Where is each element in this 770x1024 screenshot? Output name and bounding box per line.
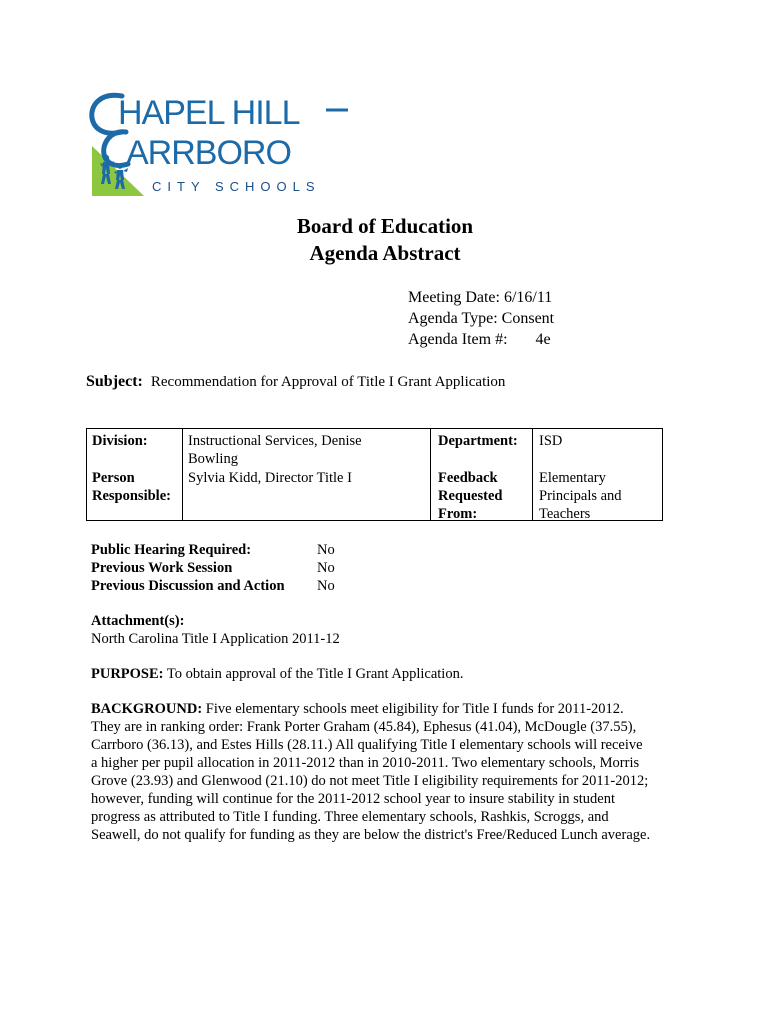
work-session-value: No xyxy=(317,560,335,576)
district-logo xyxy=(86,88,356,196)
background-line: Grove (23.93) and Glenwood (21.10) do not meet Title I eligibility requirements for 2011-2012; xyxy=(91,773,649,789)
table-divider xyxy=(532,429,533,520)
feedback-label-line2: Requested xyxy=(438,488,503,504)
background-label: BACKGROUND: xyxy=(91,701,203,717)
department-value: ISD xyxy=(539,433,563,449)
feedback-value-line1: Elementary xyxy=(539,470,606,486)
attachments-label: Attachment(s): xyxy=(91,613,185,629)
feedback-label-line1: Feedback xyxy=(438,470,498,486)
logo-line3: CITY SCHOOLS xyxy=(152,179,321,194)
division-value-line1: Instructional Services, Denise xyxy=(188,433,362,449)
feedback-value-line2: Principals and xyxy=(539,488,622,504)
agenda-item xyxy=(408,329,551,350)
subject-value: Recommendation for Approval of Title I Grant Application xyxy=(150,374,506,390)
agenda-item-label: Agenda Item #: xyxy=(408,331,508,348)
logo-graphic xyxy=(86,88,356,196)
document-title: Board of Education xyxy=(296,214,474,238)
logo-line2: ARRBORO xyxy=(126,134,291,172)
attachments-value: North Carolina Title I Application 2011-12 xyxy=(91,631,340,647)
person-value: Sylvia Kidd, Director Title I xyxy=(188,470,352,486)
background-line: Carrboro (36.13), and Estes Hills (28.11.) All qualifying Title I elementary schools will receive xyxy=(91,737,643,753)
division-value-line2: Bowling xyxy=(188,451,238,467)
logo-line1: HAPEL HILL xyxy=(118,94,300,132)
document-subtitle: Agenda Abstract xyxy=(309,241,461,265)
background-line: however, funding will continue for the 2011-2012 school year to insure stability in student xyxy=(91,791,616,807)
purpose-label: PURPOSE: xyxy=(91,666,164,682)
subject-line xyxy=(86,372,505,392)
background-paragraph xyxy=(91,700,681,844)
department-label: Department: xyxy=(438,433,518,449)
logo-letter-c-bottom xyxy=(104,132,128,166)
background-text: Five elementary schools meet eligibility for Title I funds for 2011-2012. xyxy=(202,701,624,717)
table-divider xyxy=(182,429,183,520)
background-line: They are in ranking order: Frank Porter Graham (45.84), Ephesus (41.04), McDougle (37.55), xyxy=(91,719,637,735)
background-line xyxy=(91,700,681,718)
background-line: Seawell, do not qualify for funding as they are below the district's Free/Reduced Lunch average. xyxy=(91,827,651,843)
discussion-action-value: No xyxy=(317,578,335,594)
feedback-value-line3: Teachers xyxy=(539,506,591,522)
meeting-date: Meeting Date: 6/16/11 xyxy=(408,289,553,306)
table-divider xyxy=(430,429,431,520)
background-line: progress as attributed to Title I funding. Three elementary schools, Rashkis, Scroggs, and xyxy=(91,809,609,825)
feedback-label-line3: From: xyxy=(438,506,478,522)
agenda-item-value: 4e xyxy=(535,331,551,348)
person-label-line2: Responsible: xyxy=(92,488,171,504)
agenda-type: Agenda Type: Consent xyxy=(408,310,555,327)
work-session-label: Previous Work Session xyxy=(91,560,233,576)
division-label: Division: xyxy=(92,433,148,449)
subject-label: Subject: xyxy=(86,373,143,390)
person-label-line1: Person xyxy=(92,470,135,486)
purpose-paragraph xyxy=(91,665,463,683)
background-line: a higher per pupil allocation in 2011-2012 than in 2010-2011. Two elementary schools, Morris xyxy=(91,755,640,771)
purpose-value: To obtain approval of the Title I Grant Application. xyxy=(163,666,464,682)
info-table xyxy=(86,428,663,521)
discussion-action-label: Previous Discussion and Action xyxy=(91,578,285,594)
public-hearing-label: Public Hearing Required: xyxy=(91,542,252,558)
public-hearing-value: No xyxy=(317,542,335,558)
